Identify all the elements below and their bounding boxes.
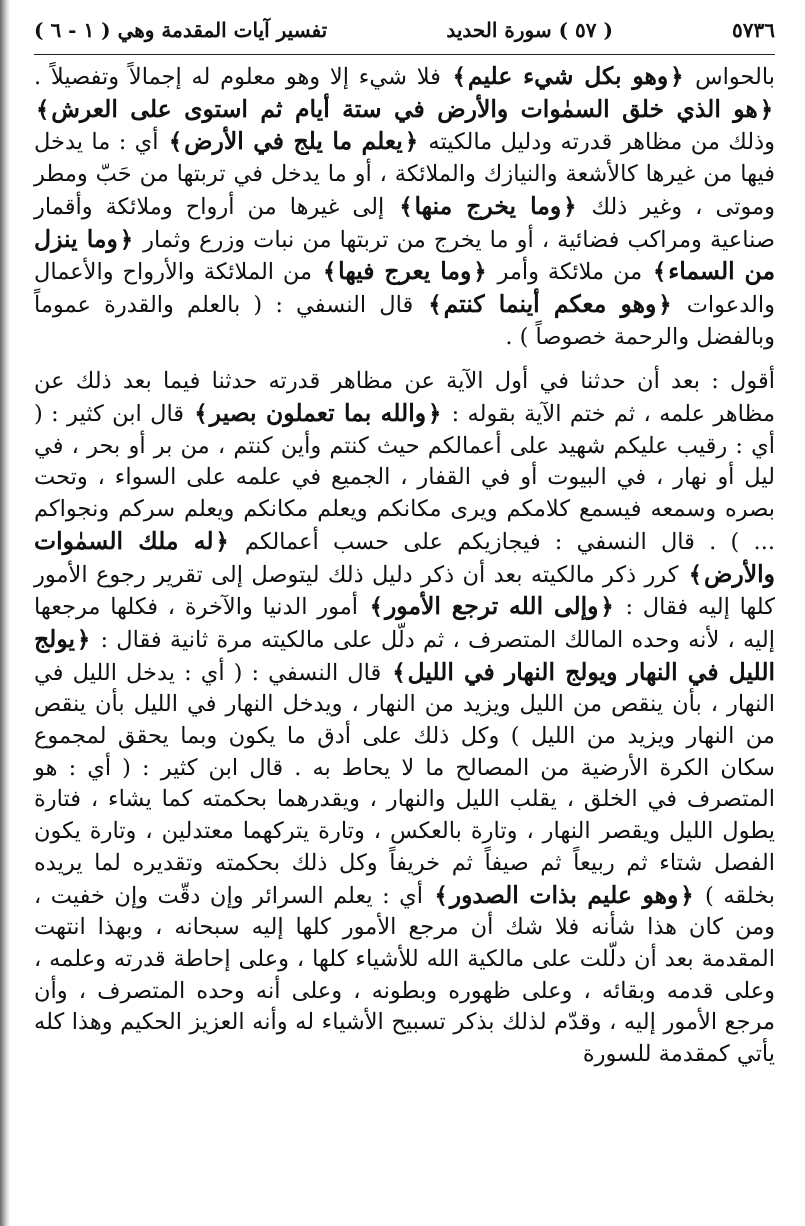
paragraph-1	[34, 61, 775, 353]
ornament-open: ﴿	[77, 626, 91, 653]
text-run: قال ابن كثير : ( أي : رقيب عليكم شهيد على أعمالكم حيث كنتم وأين كنتم ، من بر أو بحر ، في ليل أو نهار ، في البيوت أو في القفار ، الجميع في علمه على السواء ، وتحت بصره وسمعه فيسمع كلامكم ويرى مكانكم ويعلم مكانكم ويعلم سركم ونجواكم ... ) . قال النسفي : فيجازيكم على حسب أعمالكم	[34, 401, 775, 555]
quran-verse: يعلم ما يلج في الأرض	[184, 127, 403, 156]
ornament-close: ﴾	[428, 291, 442, 318]
ornament-open: ﴿	[473, 259, 487, 286]
text-run: أقول : بعد أن حدثنا في أول الآية عن مظاهر قدرته حدثنا فيما بعد ذلك عن مظاهر علمه ، ثم ختم الآية بقوله :	[34, 368, 776, 428]
quran-verse: يولج الليل في النهار ويولج النهار في الليل	[34, 624, 776, 686]
running-header	[34, 6, 775, 54]
ornament-close: ﴾	[36, 96, 50, 123]
paragraph-gap	[34, 353, 775, 366]
quran-verse: وهو معكم أينما كنتم	[443, 289, 657, 318]
text-run: أمور الدنيا والآخرة ، فكلها مرجعها إليه ، لأنه وحده المالك المتصرف ، ثم دلّل على مالكيته مرة ثانية فقال :	[34, 594, 776, 653]
header-title: تفسير آيات المقدمة وهي ( ١ - ٦ )	[34, 18, 328, 42]
quran-verse: هو الذي خلق السمٰوات والأرض في ستة أيام ثم استوى على العرش	[51, 94, 758, 123]
quran-verse: وما يخرج منها	[414, 191, 562, 220]
text-run: فلا شيء إلا وهو معلوم له إجمالاً وتفصيلاً .	[34, 64, 441, 90]
quran-verse: وهو عليم بذات الصدور	[449, 880, 679, 909]
page-number: ٥٧٣٦	[732, 18, 775, 42]
ornament-close: ﴾	[452, 64, 466, 90]
ornament-open: ﴿	[759, 96, 773, 123]
text-run: وذلك من مظاهر قدرته ودليل مالكيته	[428, 129, 775, 156]
ornament-open: ﴿	[119, 226, 134, 253]
text-run: إلى غيرها من أرواح وملائكة وأقمار صناعية ومراكب فضائية ، أو ما يخرج من تربتها من نبات وزرع وثمار	[34, 193, 775, 253]
ornament-open: ﴿	[600, 594, 614, 621]
text-run: كرر ذكر مالكيته بعد أن ذكر دليل ذلك ليتوصل إلى تقرير رجوع الأمور كلها إليه فقال :	[34, 561, 775, 621]
surah-label: ( ٥٧ ) سورة الحديد	[446, 18, 613, 42]
quran-verse: له ملك السمٰوات والأرض	[34, 526, 775, 588]
header-center	[446, 18, 613, 42]
ornament-close: ﴾	[392, 659, 406, 686]
ornament-close: ﴾	[653, 259, 667, 286]
text-run: أي : ما يدخل فيها من غيرها كالأشعة والنيازك والملائكة ، أو ما يدخل في تربتها من حَبّ ومطر وموتى ، وغير ذلك	[34, 129, 776, 220]
ornament-open: ﴿	[680, 882, 694, 909]
quran-verse: وهو بكل شيء عليم	[467, 62, 669, 90]
quran-verse: وما ينزل من السماء	[34, 224, 776, 286]
header-rule	[34, 54, 775, 55]
ornament-close: ﴾	[434, 882, 448, 909]
ornament-open: ﴿	[670, 64, 684, 90]
ornament-close: ﴾	[369, 594, 383, 621]
ornament-open: ﴿	[658, 291, 672, 318]
quran-verse: والله بما تعملون بصير	[209, 399, 427, 428]
text-run: من الملائكة والأرواح والأعمال والدعوات	[34, 259, 775, 318]
ornament-open: ﴿	[428, 401, 442, 428]
ornament-close: ﴾	[194, 401, 208, 428]
ornament-open: ﴿	[404, 129, 418, 156]
quran-verse: وإلى الله ترجع الأمور	[384, 592, 599, 621]
ornament-close: ﴾	[322, 259, 337, 286]
ornament-close: ﴾	[399, 193, 413, 220]
ornament-open: ﴿	[563, 193, 577, 220]
ornament-close: ﴾	[688, 561, 702, 588]
text-run: أي : يعلم السرائر وإن دقّت وإن خفيت ، ومن كان هذا شأنه فلا شك أن مرجع الأمور كلها إليه سبحانه ، وبهذا انتهت المقدمة بعد أن دلّلت على مالكية الله للأشياء كلها ، وعلى إحاطة قدرته وعلمه ، وعلى قدمه وبقائه ، وعلى ظهوره وبطونه ، وعلى أنه وحده المتصرف ، وأن مرجع الأمور إليه ، وقدّم لذلك بذكر تسبيح الأشياء له وأنه العزيز الحكيم وهذا كله يأتي كمقدمة للسورة	[34, 882, 775, 1068]
quran-verse: وما يعرج فيها	[338, 257, 472, 286]
ornament-open: ﴿	[215, 528, 229, 555]
text-run: من ملائكة وأمر	[497, 259, 643, 286]
text-run: بالحواس	[695, 64, 775, 90]
text-run: قال النسفي : ( بالعلم والقدرة عموماً وبالفضل والرحمة خصوصاً ) .	[34, 291, 775, 350]
paragraph-2	[34, 366, 775, 1070]
ornament-close: ﴾	[168, 129, 183, 156]
text-run: قال النسفي : ( أي : يدخل الليل في النهار ، بأن ينقص من الليل ويزيد من النهار ، ويدخل النهار في الليل بأن ينقص من النهار ويزيد من الليل ) وكل ذلك على أدق ما يكون وبما يحقق لمجموع سكان الكرة الأرضية من المصالح ما لا يحاط به . قال ابن كثير : ( أي : هو المتصرف في الخلق ، يقلب الليل والنهار ، ويقدرهما بحكمته كما يشاء ، فتارة يطول الليل ويقصر النهار ، وتارة بالعكس ، وتارة يتركهما معتدلين ، وتارة يكون الفصل شتاء ثم ربيعاً ثم صيفاً ثم خريفاً وكل ذلك بحكمته وتقديره لما يريده بخلقه )	[34, 659, 775, 909]
